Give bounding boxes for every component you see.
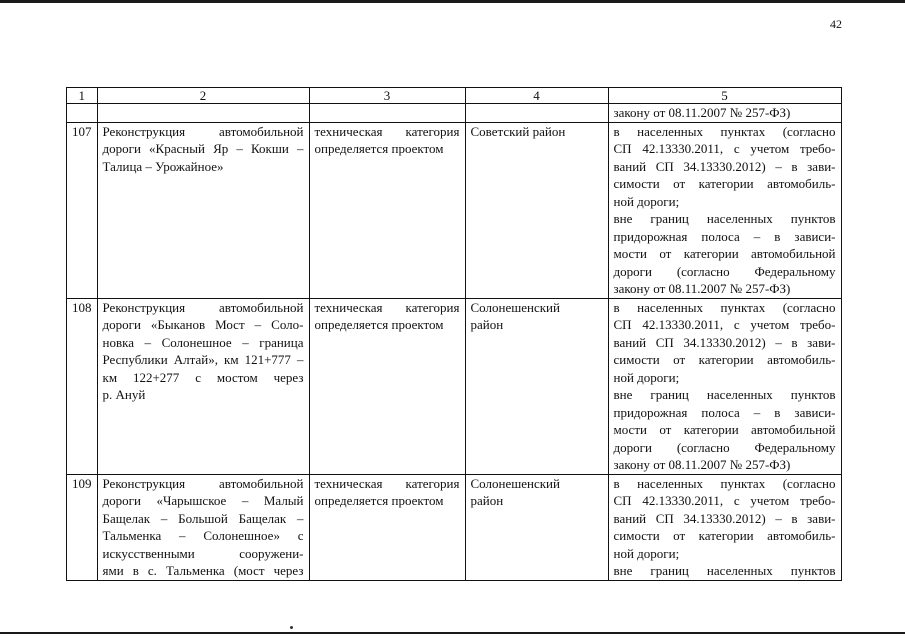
object-line: Реконструкция автомобильной xyxy=(102,123,304,139)
location-line: район xyxy=(470,493,504,508)
zone-line: придорожная полоса – в зависи- xyxy=(613,228,836,244)
zone-cell xyxy=(608,122,841,298)
zone-line: мости от категории автомобильной xyxy=(613,422,836,437)
zone-line: вне границ населенных пунктов xyxy=(613,211,836,226)
object-line: Бащелак – Большой Бащелак – xyxy=(102,510,304,526)
object-line: Республики Алтай», км 121+777 – xyxy=(102,352,304,367)
zone-line: в населенных пунктах (согласно xyxy=(613,123,836,139)
header-col-1: 1 xyxy=(67,88,98,104)
zone-line: СП 42.13330.2011, с учетом требо- xyxy=(613,493,836,508)
scan-edge-bottom xyxy=(0,632,905,634)
zone-line: ваний СП 34.13330.2012) – в зави- xyxy=(613,334,836,350)
continuation-cell-4 xyxy=(465,104,608,123)
page-number: 42 xyxy=(830,17,842,31)
header-col-3: 3 xyxy=(309,88,465,104)
zone-line: закону от 08.11.2007 № 257-ФЗ) xyxy=(613,281,791,296)
continuation-cell-1 xyxy=(67,104,98,123)
scan-edge-top xyxy=(0,0,905,3)
zone-line: симости от категории автомобиль- xyxy=(613,528,836,543)
object-cell xyxy=(97,474,309,580)
zone-line: мости от категории автомобильной xyxy=(613,246,836,261)
object-line: дороги «Красный Яр – Кокши – xyxy=(102,141,304,156)
zone-line: симости от категории автомобиль- xyxy=(613,352,836,367)
location-line: Солонешенский xyxy=(470,299,560,315)
header-col-4: 4 xyxy=(465,88,608,104)
zone-line: в населенных пунктах (согласно xyxy=(613,475,836,491)
zone-line: вне границ населенных пунктов xyxy=(613,387,836,402)
zone-line: дороги (согласно Федеральному xyxy=(613,263,836,279)
object-line: дороги «Чарышское – Малый xyxy=(102,493,304,508)
characteristic-line: техническая категория xyxy=(314,475,460,491)
location-cell xyxy=(465,474,608,580)
continuation-cell-5 xyxy=(608,104,841,123)
characteristic-cell xyxy=(309,298,465,474)
zone-line: вне границ населенных пунктов xyxy=(613,563,836,578)
location-cell xyxy=(465,298,608,474)
object-cell xyxy=(97,122,309,298)
table-row xyxy=(67,122,842,298)
object-cell xyxy=(97,298,309,474)
object-line: Реконструкция автомобильной xyxy=(102,299,304,315)
object-line: км 122+277 с мостом через xyxy=(102,369,304,385)
continuation-row xyxy=(67,104,842,123)
location-cell xyxy=(465,122,608,298)
continuation-cell-3 xyxy=(309,104,465,123)
continuation-cell-2 xyxy=(97,104,309,123)
object-line: Тальменка – Солонешное» с xyxy=(102,528,304,543)
zone-line: СП 42.13330.2011, с учетом требо- xyxy=(613,141,836,156)
object-line: Талица – Урожайное» xyxy=(102,158,224,174)
continuation-text: закону от 08.11.2007 № 257-ФЗ) xyxy=(613,105,791,120)
header-row xyxy=(67,88,842,104)
object-line: ями в с. Тальменка (мост через xyxy=(102,563,304,578)
zone-line: СП 42.13330.2011, с учетом требо- xyxy=(613,317,836,332)
scan-speck xyxy=(290,626,293,629)
zone-line: ваний СП 34.13330.2012) – в зави- xyxy=(613,158,836,174)
table-row xyxy=(67,474,842,580)
header-col-2: 2 xyxy=(97,88,309,104)
object-line: р. Ануй xyxy=(102,387,146,402)
row-number: 109 xyxy=(67,474,98,580)
characteristic-line: определяется проектом xyxy=(314,317,444,332)
header-col-5: 5 xyxy=(608,88,841,104)
row-number: 107 xyxy=(67,122,98,298)
zone-line: ной дороги; xyxy=(613,369,680,385)
row-number: 108 xyxy=(67,298,98,474)
zone-line: ной дороги; xyxy=(613,193,680,209)
object-line: новка – Солонешное – граница xyxy=(102,334,304,350)
characteristic-line: техническая категория xyxy=(314,123,460,139)
zone-line: ной дороги; xyxy=(613,545,680,561)
characteristic-line: определяется проектом xyxy=(314,493,444,508)
object-line: дороги «Быканов Мост – Соло- xyxy=(102,317,304,332)
object-line: Реконструкция автомобильной xyxy=(102,475,304,491)
location-line: район xyxy=(470,317,504,332)
zone-line: симости от категории автомобиль- xyxy=(613,176,836,191)
characteristic-cell xyxy=(309,122,465,298)
zone-cell xyxy=(608,474,841,580)
zone-line: закону от 08.11.2007 № 257-ФЗ) xyxy=(613,457,791,472)
zone-line: в населенных пунктах (согласно xyxy=(613,299,836,315)
characteristic-line: техническая категория xyxy=(314,299,460,315)
object-line: искусственными сооружени- xyxy=(102,545,304,561)
characteristic-cell xyxy=(309,474,465,580)
zone-cell xyxy=(608,298,841,474)
location-line: Солонешенский xyxy=(470,475,560,491)
table-row xyxy=(67,298,842,474)
zone-line: дороги (согласно Федеральному xyxy=(613,439,836,455)
location-line: Советский район xyxy=(470,123,566,139)
zone-line: ваний СП 34.13330.2012) – в зави- xyxy=(613,510,836,526)
characteristic-line: определяется проектом xyxy=(314,141,444,156)
zone-line: придорожная полоса – в зависи- xyxy=(613,404,836,420)
document-table xyxy=(66,87,842,581)
